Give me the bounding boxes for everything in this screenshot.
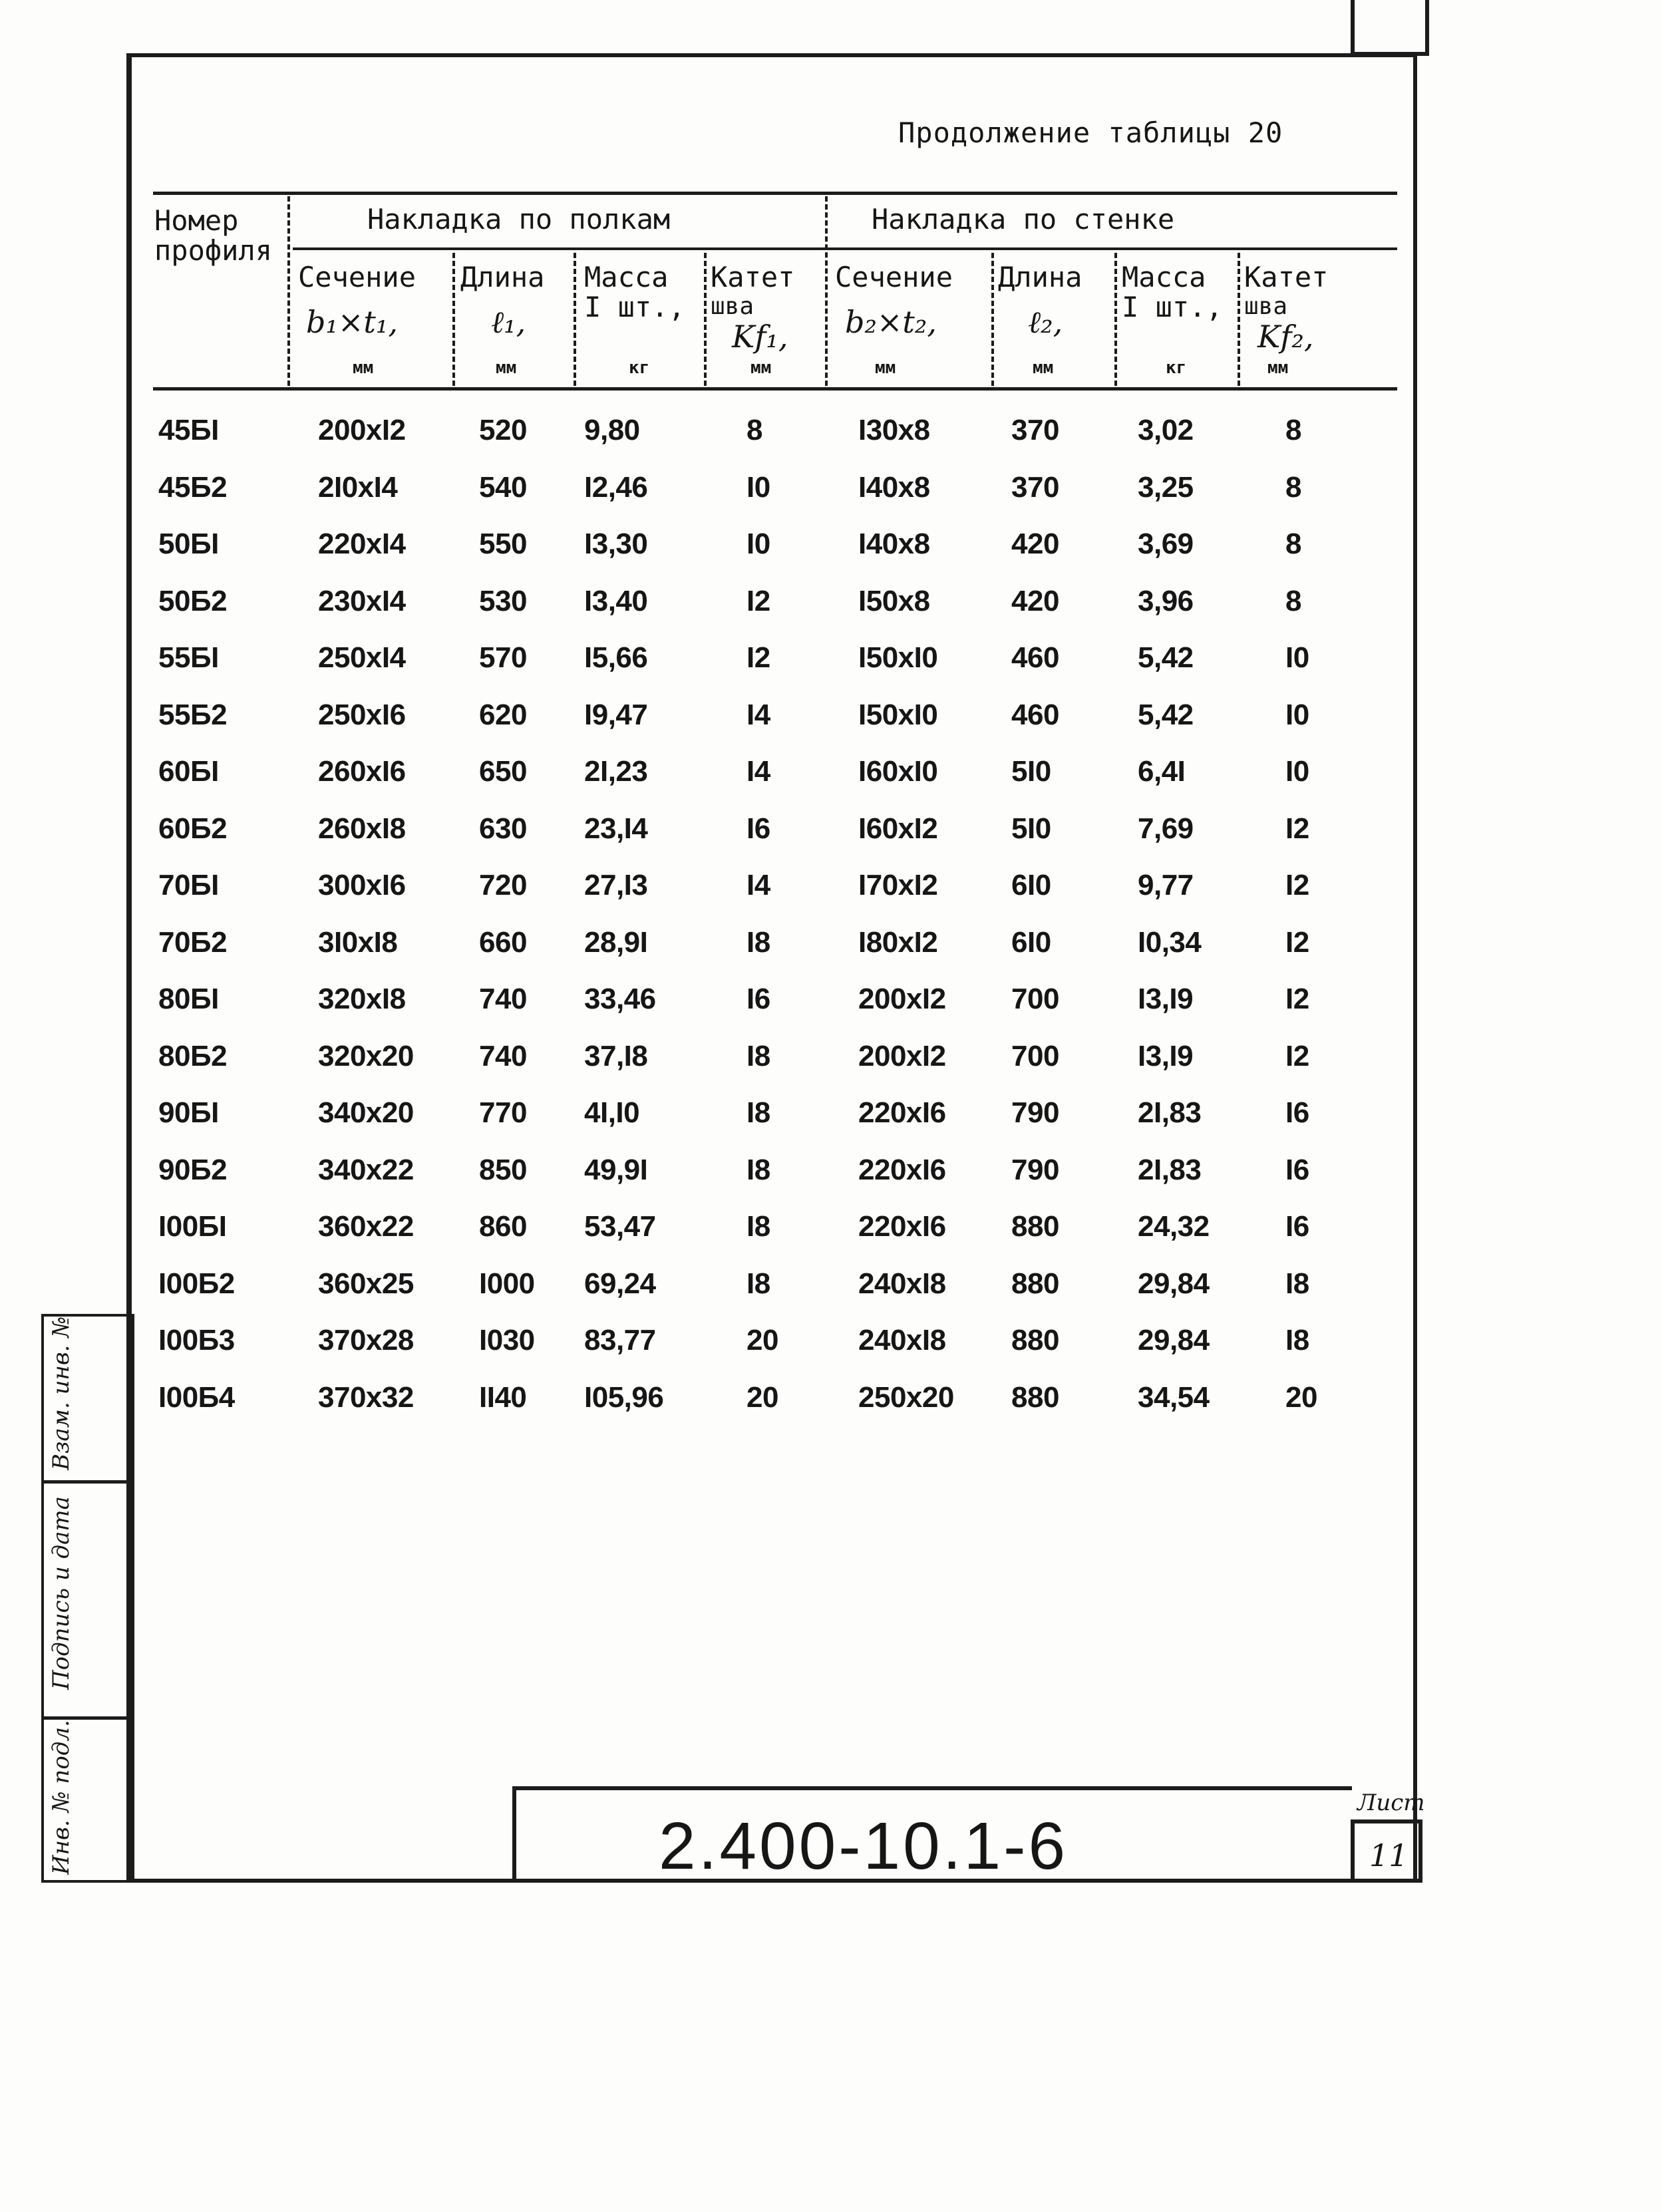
header-flange-length: Длина: [460, 261, 545, 293]
cell-web-length: 6I0: [1011, 925, 1051, 959]
cell-web-mass: I3,I9: [1138, 983, 1194, 1015]
cell-profile: I00Б2: [158, 1267, 235, 1300]
cell-flange-section: 370x28: [318, 1324, 414, 1356]
cell-flange-mass: 37,I8: [584, 1039, 648, 1072]
cell-flange-weld: I2: [747, 641, 770, 674]
header-group-web: Накладка по стенке: [872, 203, 1175, 236]
cell-web-weld: I8: [1285, 1267, 1309, 1300]
cell-flange-mass: 23,I4: [584, 812, 648, 845]
cell-web-section: I60xI0: [858, 755, 938, 788]
cell-flange-length: 740: [479, 983, 527, 1015]
side-label-inv-orig: Инв. № подл.: [48, 1720, 75, 1875]
cell-web-weld: 20: [1285, 1380, 1317, 1414]
cell-web-section: I60xI2: [858, 812, 938, 845]
cell-flange-section: 360x25: [318, 1267, 414, 1300]
cell-web-length: 790: [1011, 1096, 1059, 1129]
header-web-section-symbol: b₂×t₂,: [845, 304, 937, 340]
cell-flange-weld: 8: [747, 414, 762, 446]
cell-web-length: 880: [1011, 1380, 1059, 1414]
cell-flange-section: 320x20: [318, 1039, 414, 1072]
cell-profile: 70БI: [158, 869, 219, 901]
cell-web-length: 5I0: [1011, 755, 1051, 788]
header-flange-mass-unit: кг: [629, 358, 650, 378]
document-code: 2.400-10.1-6: [659, 1809, 1069, 1883]
top-corner-mark: [1351, 0, 1429, 56]
cell-flange-section: 260xI6: [318, 755, 406, 788]
cell-flange-length: 630: [479, 812, 527, 845]
cell-flange-mass: 83,77: [584, 1324, 656, 1356]
col-divider-flange-1: [452, 253, 455, 386]
cell-flange-section: 260xI8: [318, 812, 406, 845]
cell-flange-length: 650: [479, 755, 527, 788]
cell-web-weld: 8: [1285, 470, 1301, 504]
cell-web-length: 420: [1011, 584, 1059, 617]
cell-web-mass: 3,25: [1138, 470, 1194, 504]
cell-flange-section: 3I0xI8: [318, 925, 398, 959]
cell-web-weld: I6: [1285, 1096, 1309, 1129]
header-web-mass-unit: кг: [1166, 358, 1187, 378]
cell-flange-section: 340x22: [318, 1153, 414, 1186]
cell-flange-weld: I0: [747, 470, 770, 504]
cell-flange-section: 230xI4: [318, 584, 406, 617]
cell-web-section: 240xI8: [858, 1324, 946, 1356]
cell-flange-weld: I6: [747, 983, 770, 1015]
cell-flange-section: 250xI6: [318, 698, 406, 731]
cell-web-mass: 5,42: [1138, 698, 1194, 731]
cell-web-mass: 3,02: [1138, 414, 1194, 446]
cell-web-mass: 29,84: [1138, 1324, 1210, 1356]
cell-profile: I00Б4: [158, 1380, 235, 1414]
side-label-signature-date: Подпись и дата: [48, 1496, 75, 1690]
cell-flange-length: 570: [479, 641, 527, 674]
cell-web-mass: 34,54: [1138, 1380, 1210, 1414]
cell-flange-length: 860: [479, 1210, 527, 1243]
cell-flange-mass: 27,I3: [584, 869, 648, 901]
cell-flange-mass: 2I,23: [584, 755, 648, 788]
cell-web-weld: I6: [1285, 1153, 1309, 1186]
cell-web-section: 220xI6: [858, 1096, 946, 1129]
cell-web-mass: I3,I9: [1138, 1039, 1194, 1072]
cell-flange-weld: I4: [747, 869, 770, 901]
cell-flange-weld: I8: [747, 1096, 770, 1129]
header-web-weld-line2: шва: [1244, 293, 1288, 320]
cell-web-mass: 29,84: [1138, 1267, 1210, 1300]
cell-flange-length: 770: [479, 1096, 527, 1129]
cell-profile: 45Б2: [158, 470, 228, 504]
cell-web-length: 370: [1011, 414, 1059, 446]
cell-flange-section: 370x32: [318, 1380, 414, 1414]
cell-flange-length: 740: [479, 1039, 527, 1072]
header-profile-line1: Номер: [154, 204, 239, 237]
cell-flange-length: II40: [479, 1380, 527, 1414]
header-flange-length-symbol: ℓ₁,: [491, 304, 526, 340]
header-flange-mass-qty: I шт.,: [584, 291, 685, 323]
header-flange-length-unit: мм: [496, 358, 517, 378]
cell-flange-length: 550: [479, 528, 527, 560]
cell-flange-weld: 20: [747, 1380, 778, 1414]
cell-flange-weld: 20: [747, 1324, 778, 1356]
cell-web-mass: 24,32: [1138, 1210, 1210, 1243]
cell-flange-weld: I8: [747, 1210, 770, 1243]
header-flange-weld: Катет: [711, 261, 795, 293]
cell-web-section: I30x8: [858, 414, 930, 446]
header-flange-weld-line2: шва: [711, 293, 754, 320]
cell-profile: 60Б2: [158, 812, 228, 845]
cell-web-weld: I2: [1285, 869, 1309, 901]
header-flange-weld-symbol: Kf₁,: [732, 319, 788, 355]
cell-web-mass: 5,42: [1138, 641, 1194, 674]
header-web-length: Длина: [998, 261, 1082, 293]
cell-flange-weld: I6: [747, 812, 770, 845]
cell-flange-section: 360x22: [318, 1210, 414, 1243]
cell-web-mass: 2I,83: [1138, 1153, 1202, 1186]
cell-flange-length: I030: [479, 1324, 535, 1356]
cell-flange-mass: 28,9I: [584, 925, 648, 959]
cell-profile: 90Б2: [158, 1153, 228, 1186]
cell-flange-length: 660: [479, 925, 527, 959]
cell-web-weld: I2: [1285, 983, 1309, 1015]
cell-flange-length: I000: [479, 1267, 535, 1300]
cell-flange-weld: I2: [747, 584, 770, 617]
cell-flange-weld: I8: [747, 1039, 770, 1072]
cell-profile: I00БI: [158, 1210, 227, 1243]
cell-web-mass: 3,69: [1138, 528, 1194, 560]
col-divider-web-1: [991, 253, 994, 386]
cell-flange-section: 250xI4: [318, 641, 406, 674]
header-web-weld-symbol: Kf₂,: [1257, 319, 1314, 355]
cell-flange-mass: I05,96: [584, 1380, 664, 1414]
cell-web-section: I50x8: [858, 584, 930, 617]
col-divider-flange-3: [704, 253, 707, 386]
header-bottom-line: [153, 387, 1397, 391]
header-flange-section: Сечение: [298, 261, 416, 293]
cell-web-mass: 7,69: [1138, 812, 1194, 845]
header-top-line: [153, 192, 1397, 195]
cell-web-section: I70xI2: [858, 869, 938, 901]
cell-web-section: 200xI2: [858, 1039, 946, 1072]
cell-web-weld: 8: [1285, 584, 1301, 617]
cell-profile: 80БI: [158, 983, 219, 1015]
cell-web-mass: 3,96: [1138, 584, 1194, 617]
cell-web-weld: I0: [1285, 755, 1309, 788]
sheet-label: Лист: [1357, 1790, 1425, 1816]
cell-flange-length: 620: [479, 698, 527, 731]
cell-web-section: I80xI2: [858, 925, 938, 959]
header-flange-mass: Масса: [584, 261, 669, 293]
cell-flange-mass: 4I,I0: [584, 1096, 640, 1129]
cell-flange-length: 520: [479, 414, 527, 446]
cell-web-section: I40x8: [858, 470, 930, 504]
cell-web-length: 880: [1011, 1324, 1059, 1356]
cell-web-length: 700: [1011, 1039, 1059, 1072]
cell-flange-weld: I4: [747, 755, 770, 788]
cell-web-weld: 8: [1285, 414, 1301, 446]
col-divider-web-3: [1238, 253, 1240, 386]
cell-web-length: 880: [1011, 1210, 1059, 1243]
cell-web-length: 460: [1011, 641, 1059, 674]
cell-web-section: 220xI6: [858, 1210, 946, 1243]
cell-web-weld: I6: [1285, 1210, 1309, 1243]
group-header-line: [293, 247, 1397, 250]
header-web-section-unit: мм: [875, 358, 896, 378]
cell-flange-mass: I5,66: [584, 641, 648, 674]
cell-web-section: I50xI0: [858, 641, 938, 674]
cell-flange-mass: 69,24: [584, 1267, 656, 1300]
cell-web-length: 460: [1011, 698, 1059, 731]
header-web-section: Сечение: [835, 261, 953, 293]
cell-web-length: 5I0: [1011, 812, 1051, 845]
cell-web-mass: 2I,83: [1138, 1096, 1202, 1129]
header-profile-line2: профиля: [154, 234, 273, 267]
header-web-length-symbol: ℓ₂,: [1028, 304, 1063, 340]
cell-web-section: 240xI8: [858, 1267, 946, 1300]
cell-flange-mass: 9,80: [584, 414, 640, 446]
cell-web-length: 790: [1011, 1153, 1059, 1186]
cell-flange-section: 200xI2: [318, 414, 406, 446]
cell-flange-mass: I2,46: [584, 470, 648, 504]
cell-flange-section: 340x20: [318, 1096, 414, 1129]
header-flange-section-unit: мм: [353, 358, 374, 378]
cell-web-length: 420: [1011, 528, 1059, 560]
cell-flange-mass: 33,46: [584, 983, 656, 1015]
cell-web-section: 250x20: [858, 1380, 954, 1414]
cell-profile: 55Б2: [158, 698, 228, 731]
cell-flange-length: 530: [479, 584, 527, 617]
cell-web-length: 880: [1011, 1267, 1059, 1300]
header-flange-section-symbol: b₁×t₁,: [306, 304, 398, 340]
cell-profile: 50Б2: [158, 584, 228, 617]
cell-profile: 90БI: [158, 1096, 219, 1129]
cell-web-weld: I2: [1285, 1039, 1309, 1072]
side-label-replace-inv: Взам. инв. №: [48, 1316, 75, 1470]
cell-web-length: 370: [1011, 470, 1059, 504]
header-web-mass: Масса: [1122, 261, 1206, 293]
cell-web-section: I50xI0: [858, 698, 938, 731]
cell-profile: 80Б2: [158, 1039, 228, 1072]
cell-profile: 45БI: [158, 414, 219, 446]
cell-profile: 60БI: [158, 755, 219, 788]
col-divider-flange-2: [574, 253, 576, 386]
col-divider-profile: [287, 196, 290, 386]
cell-flange-mass: I3,30: [584, 528, 648, 560]
header-web-mass-qty: I шт.,: [1122, 291, 1223, 323]
cell-web-mass: 9,77: [1138, 869, 1194, 901]
cell-web-weld: I2: [1285, 925, 1309, 959]
header-web-length-unit: мм: [1033, 358, 1054, 378]
cell-flange-weld: I0: [747, 528, 770, 560]
cell-flange-length: 540: [479, 470, 527, 504]
cell-flange-length: 720: [479, 869, 527, 901]
cell-web-weld: I0: [1285, 698, 1309, 731]
cell-flange-length: 850: [479, 1153, 527, 1186]
sheet-number: 11: [1369, 1837, 1409, 1873]
cell-web-weld: I2: [1285, 812, 1309, 845]
header-flange-weld-unit: мм: [750, 358, 772, 378]
cell-web-section: I40x8: [858, 528, 930, 560]
cell-flange-section: 2I0xI4: [318, 470, 398, 504]
cell-web-section: 220xI6: [858, 1153, 946, 1186]
cell-web-weld: I0: [1285, 641, 1309, 674]
cell-flange-weld: I8: [747, 1153, 770, 1186]
cell-flange-section: 300xI6: [318, 869, 406, 901]
cell-web-weld: 8: [1285, 528, 1301, 560]
cell-flange-section: 320xI8: [318, 983, 406, 1015]
cell-web-mass: I0,34: [1138, 925, 1202, 959]
cell-profile: 55БI: [158, 641, 219, 674]
col-divider-groups: [825, 196, 828, 386]
cell-flange-section: 220xI4: [318, 528, 406, 560]
cell-flange-mass: I3,40: [584, 584, 648, 617]
cell-flange-weld: I8: [747, 1267, 770, 1300]
cell-flange-mass: I9,47: [584, 698, 648, 731]
cell-flange-weld: I4: [747, 698, 770, 731]
table-continuation-title: Продолжение таблицы 20: [898, 116, 1283, 149]
cell-profile: I00Б3: [158, 1324, 235, 1356]
cell-profile: 70Б2: [158, 925, 228, 959]
header-group-flange: Накладка по полкам: [367, 203, 671, 236]
cell-flange-mass: 53,47: [584, 1210, 656, 1243]
cell-flange-mass: 49,9I: [584, 1153, 648, 1186]
cell-web-mass: 6,4I: [1138, 755, 1186, 788]
header-web-weld: Катет: [1244, 261, 1329, 293]
cell-web-length: 700: [1011, 983, 1059, 1015]
cell-profile: 50БI: [158, 528, 219, 560]
header-web-weld-unit: мм: [1267, 358, 1289, 378]
cell-web-length: 6I0: [1011, 869, 1051, 901]
cell-web-section: 200xI2: [858, 983, 946, 1015]
cell-web-weld: I8: [1285, 1324, 1309, 1356]
col-divider-web-2: [1114, 253, 1117, 386]
cell-flange-weld: I8: [747, 925, 770, 959]
